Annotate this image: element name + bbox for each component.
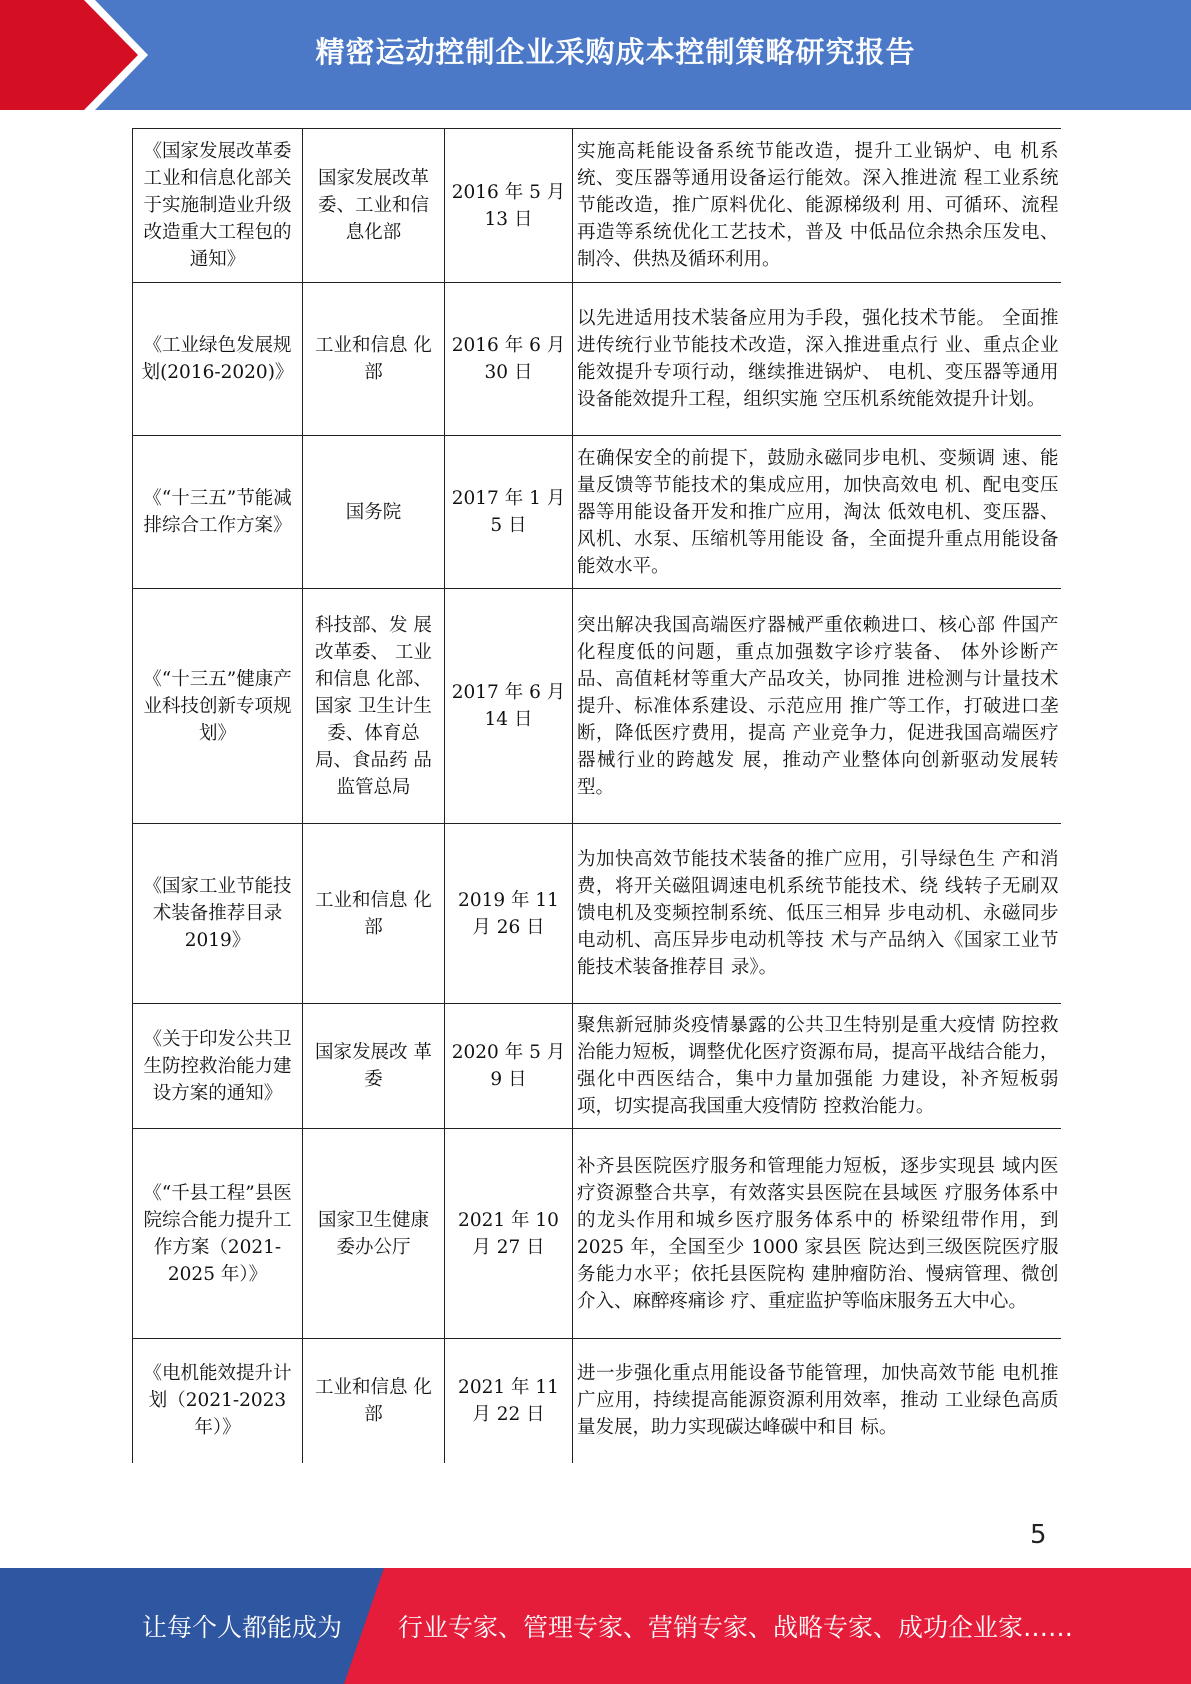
- department-cell: 国务院: [303, 436, 445, 589]
- table-row: [133, 436, 1061, 589]
- date-cell: 2017 年 6 月 14 日: [445, 589, 573, 824]
- date-cell: 2021 年 11 月 22 日: [445, 1339, 573, 1463]
- content-cell: 实施高耗能设备系统节能改造，提升工业锅炉、电 机系统、变压器等通用设备运行能效。深入推进流 程工业系统节能改造，推广原料优化、能源梯级利 用、可循环、流程再造等系统优化工艺技术，普及 中低品位余热余压发电、制冷、供热及循环利用。: [573, 129, 1061, 283]
- table-row: [133, 1129, 1061, 1339]
- content-cell: 在确保安全的前提下，鼓励永磁同步电机、变频调 速、能量反馈等节能技术的集成应用，加快高效电 机、配电变压器等用能设备开发和推广应用，淘汰 低效电机、变压器、风机、水泵、压缩机等用能设 备，全面提升重点用能设备能效水平。: [573, 436, 1061, 589]
- content-cell: 以先进适用技术装备应用为手段，强化技术节能。 全面推进传统行业节能技术改造，深入推进重点行 业、重点企业能效提升专项行动，继续推进锅炉、 电机、变压器等通用设备能效提升工程，组织实施 空压机系统能效提升计划。: [573, 283, 1061, 436]
- department-cell: 工业和信息 化部: [303, 1339, 445, 1463]
- policy-name-cell: 《电机能效提升计划（2021-2023 年）》: [133, 1339, 303, 1463]
- department-cell: 工业和信息 化部: [303, 824, 445, 1004]
- policy-name-cell: 《“十三五”节能减排综合工作方案》: [133, 436, 303, 589]
- page-footer: [0, 1568, 1191, 1684]
- table-row: [133, 824, 1061, 1004]
- department-cell: 国家发展改 革委: [303, 1004, 445, 1129]
- content-cell: 进一步强化重点用能设备节能管理，加快高效节能 电机推广应用，持续提高能源资源利用效率，推动 工业绿色高质量发展，助力实现碳达峰碳中和目 标。: [573, 1339, 1061, 1463]
- footer-slogan-right: 行业专家、管理专家、营销专家、战略专家、成功企业家……: [398, 1613, 1074, 1642]
- footer-slogan-left: 让每个人都能成为: [142, 1613, 343, 1642]
- content-cell: 聚焦新冠肺炎疫情暴露的公共卫生特别是重大疫情 防控救治能力短板，调整优化医疗资源布局，提高平战结合能力，强化中西医结合，集中力量加强能 力建设，补齐短板弱项，切实提高我国重大疫情防 控救治能力。: [573, 1004, 1061, 1129]
- policy-table-wrapper: [132, 128, 1060, 1463]
- date-cell: 2019 年 11 月 26 日: [445, 824, 573, 1004]
- policy-name-cell: 《国家发展改革委工业和信息化部关于实施制造业升级改造重大工程包的通知》: [133, 129, 303, 283]
- date-cell: 2016 年 6 月 30 日: [445, 283, 573, 436]
- date-cell: 2016 年 5 月 13 日: [445, 129, 573, 283]
- report-title: 精密运动控制企业采购成本控制策略研究报告: [315, 34, 916, 69]
- content-cell: 补齐县医院医疗服务和管理能力短板，逐步实现县 域内医疗资源整合共享，有效落实县医院在县域医 疗服务体系中的龙头作用和城乡医疗服务体系中的 桥梁纽带作用，到 2025 年，全国至少 1000 家县医 院达到三级医院医疗服务能力水平；依托县医院构 建肿瘤防治、慢病管理、微创介入、麻醉疼痛诊 疗、重症监护等临床服务五大中心。: [573, 1129, 1061, 1339]
- policy-name-cell: 《“千县工程”县医院综合能力提升工作方案（2021-2025 年）》: [133, 1129, 303, 1339]
- department-cell: 国家卫生健康委办公厅: [303, 1129, 445, 1339]
- department-cell: 科技部、发 展改革委、 工业和信息 化部、国家 卫生计生委、体育总局、食品药 品监管总局: [303, 589, 445, 824]
- policy-name-cell: 《关于印发公共卫生防控救治能力建设方案的通知》: [133, 1004, 303, 1129]
- page-number: 5: [1030, 1520, 1047, 1550]
- department-cell: 国家发展改革委、工业和信息化部: [303, 129, 445, 283]
- policy-table: [132, 128, 1061, 1463]
- policy-name-cell: 《国家工业节能技术装备推荐目录 2019》: [133, 824, 303, 1004]
- table-row: [133, 589, 1061, 824]
- table-row: [133, 1339, 1061, 1463]
- policy-name-cell: 《工业绿色发展规划(2016-2020)》: [133, 283, 303, 436]
- page-header: [0, 0, 1191, 110]
- date-cell: 2017 年 1 月 5 日: [445, 436, 573, 589]
- date-cell: 2020 年 5 月 9 日: [445, 1004, 573, 1129]
- content-cell: 为加快高效节能技术装备的推广应用，引导绿色生 产和消费，将开关磁阻调速电机系统节能技术、绕 线转子无刷双馈电机及变频控制系统、低压三相异 步电动机、永磁同步电动机、高压异步电动机等技 术与产品纳入《国家工业节能技术装备推荐目 录》。: [573, 824, 1061, 1004]
- department-cell: 工业和信息 化部: [303, 283, 445, 436]
- table-row: [133, 1004, 1061, 1129]
- table-row: [133, 283, 1061, 436]
- policy-name-cell: 《“十三五”健康产业科技创新专项规划》: [133, 589, 303, 824]
- content-cell: 突出解决我国高端医疗器械严重依赖进口、核心部 件国产化程度低的问题，重点加强数字诊疗装备、 体外诊断产品、高值耗材等重大产品攻关，协同推 进检测与计量技术提升、标准体系建设、示范应用 推广等工作，打破进口垄断，降低医疗费用，提高 产业竞争力，促进我国高端医疗器械行业的跨越发 展，推动产业整体向创新驱动发展转型。: [573, 589, 1061, 824]
- date-cell: 2021 年 10 月 27 日: [445, 1129, 573, 1339]
- table-row: [133, 129, 1061, 283]
